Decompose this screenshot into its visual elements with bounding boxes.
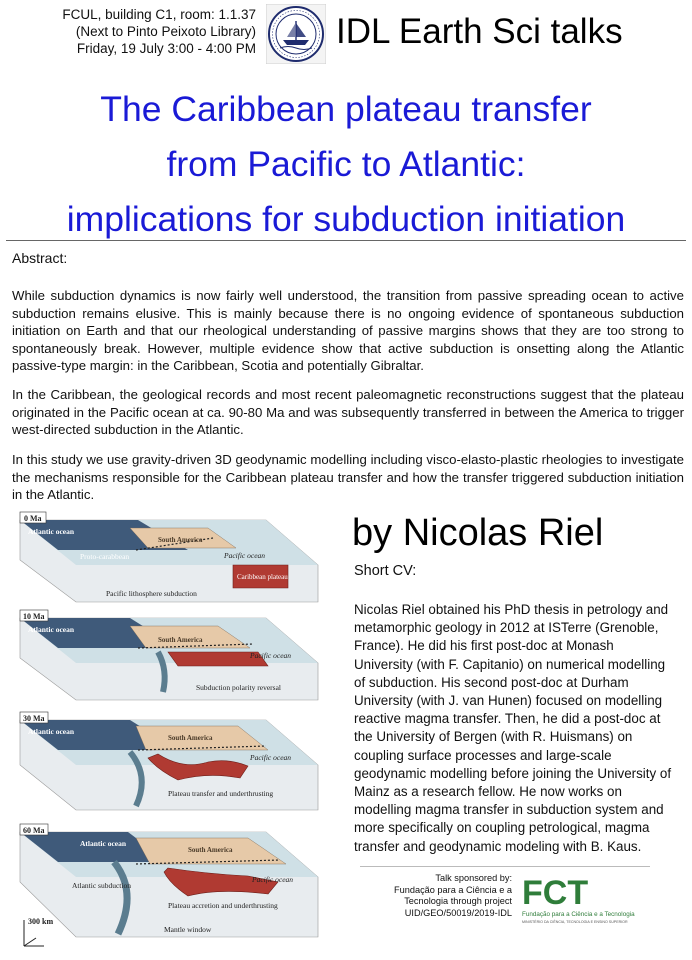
figure-panel-0ma (20, 512, 318, 602)
panel-note: Subduction polarity reversal (196, 683, 281, 692)
panel-label-atlantic: Atlantic ocean (28, 727, 75, 736)
cv-heading: Short CV: (354, 563, 417, 579)
scale-label: 300 km (28, 917, 54, 926)
figure-panel-10ma (20, 610, 318, 700)
series-title: IDL Earth Sci talks (336, 12, 623, 51)
panel-label-south-america: South America (168, 734, 213, 742)
panel-label-pacific: Pacific ocean (250, 753, 292, 762)
abstract-paragraph-3: In this study we use gravity-driven 3D geodynamic modelling including visco-elasto-plastic rheologies to investigate the mechanisms responsible for the Caribbean plateau transfer and how the transfer triggered subduction initiation in the Atlantic. (12, 452, 684, 503)
sponsor-line-1: Talk sponsored by: (435, 873, 512, 883)
talk-title (0, 82, 692, 247)
panel-label-plateau: Caribbean plateau (237, 573, 288, 581)
sponsor-line-3: Tecnologia through project (404, 896, 512, 906)
panel-label-south-america: South America (188, 846, 233, 854)
panel-note: Pacific lithosphere subduction (106, 589, 197, 598)
sponsor-line-2: Fundação para a Ciência e a (394, 884, 512, 895)
panel-time-label: 30 Ma (23, 714, 45, 723)
talk-title-line-1: The Caribbean plateau transfer (100, 89, 592, 129)
panel-label-south-america: South America (158, 536, 203, 544)
abstract-heading: Abstract: (12, 250, 68, 266)
event-info (8, 6, 256, 57)
panel-label-proto: Proto-carabbean (80, 552, 130, 561)
cv-text: Nicolas Riel obtained his PhD thesis in petrology and metamorphic geology in 2012 at ISTerre (Grenoble, France). He did his first post-doc at Monash University (with F. Capitanio) on numerical modelling of subduction. His second post-doc at Durham University (with J. van Hunen) focused on modelling reactive magma transfer. Then, he did a post-doc at the University of Bergen (with R. Huismans) on coupling surface processes and large-scale geodynamic modelling before joining the University of Mainz as a research fellow. He now works on modelling magma transfer in subduction system and more specifically on coupling petrological, magma transfer and geodynamic modeling with B. Kaus. (354, 602, 672, 854)
geodynamic-model-figure (18, 510, 328, 950)
abstract-paragraph-1: While subduction dynamics is now fairly well understood, the transition from passive spreading ocean to active subduction remains elusive. This is mainly because there is no ongoing evidence of spontaneous subduction initiation on Earth and that our rheological understanding of passive margins shows that they are too strong to spontaneously break. However, multiple evidence show that active subduction is onsetting along the Atlantic passive-type margin: in the Caribbean, Scotia and potentially Gibraltar. (12, 288, 684, 374)
panel-note: Plateau accretion and underthrusting (168, 901, 278, 910)
panel-note: Plateau transfer and underthrusting (168, 789, 274, 798)
panel-label-mantle-window: Mantle window (164, 925, 212, 934)
title-divider (6, 240, 686, 241)
talk-title-line-2: from Pacific to Atlantic: (166, 144, 526, 184)
figure-panel-60ma (20, 824, 318, 937)
event-datetime: Friday, 19 July 3:00 - 4:00 PM (76, 41, 256, 56)
panel-label-pacific: Pacific ocean (252, 875, 294, 884)
venue-line-1: FCUL, building C1, room: 1.1.37 (62, 7, 256, 22)
speaker-byline: by Nicolas Riel (352, 512, 604, 554)
fct-ministry: MINISTÉRIO DA CIÊNCIA, TECNOLOGIA E ENSINO SUPERIOR (522, 920, 628, 924)
sponsor-divider (360, 866, 650, 867)
panel-label-south-america: South America (158, 636, 203, 644)
fct-acronym: FCT (522, 874, 589, 912)
panel-time-label: 60 Ma (23, 826, 45, 835)
venue-line-2: (Next to Pinto Peixoto Library) (75, 24, 256, 39)
abstract-paragraph-2: In the Caribbean, the geological records and most recent paleomagnetic reconstructions suggest that the plateau originated in the Pacific ocean at ca. 90-80 Ma and was subsequently transferred in between the America to trigger west-directed subduction in the Atlantic. (12, 387, 684, 438)
panel-time-label: 10 Ma (23, 612, 45, 621)
panel-label-subduction: Atlantic subduction (72, 881, 131, 890)
panel-label-pacific: Pacific ocean (250, 651, 292, 660)
panel-time-label: 0 Ma (24, 514, 42, 523)
talk-title-line-3: implications for subduction initiation (66, 199, 626, 239)
figure-panel-30ma (20, 712, 318, 810)
fct-logo (520, 871, 670, 931)
sponsor-line-4: UID/GEO/50019/2019-IDL (404, 907, 512, 918)
university-seal-icon (266, 4, 326, 64)
panel-label-atlantic: Atlantic ocean (28, 625, 75, 634)
scale-bar (24, 917, 53, 946)
panel-label-pacific: Pacific ocean (224, 551, 266, 560)
fct-name: Fundação para a Ciência e a Tecnologia (522, 911, 635, 918)
sponsor-info (384, 873, 512, 919)
panel-label-atlantic: Atlantic ocean (28, 527, 75, 536)
panel-label-atlantic: Atlantic ocean (80, 839, 127, 848)
